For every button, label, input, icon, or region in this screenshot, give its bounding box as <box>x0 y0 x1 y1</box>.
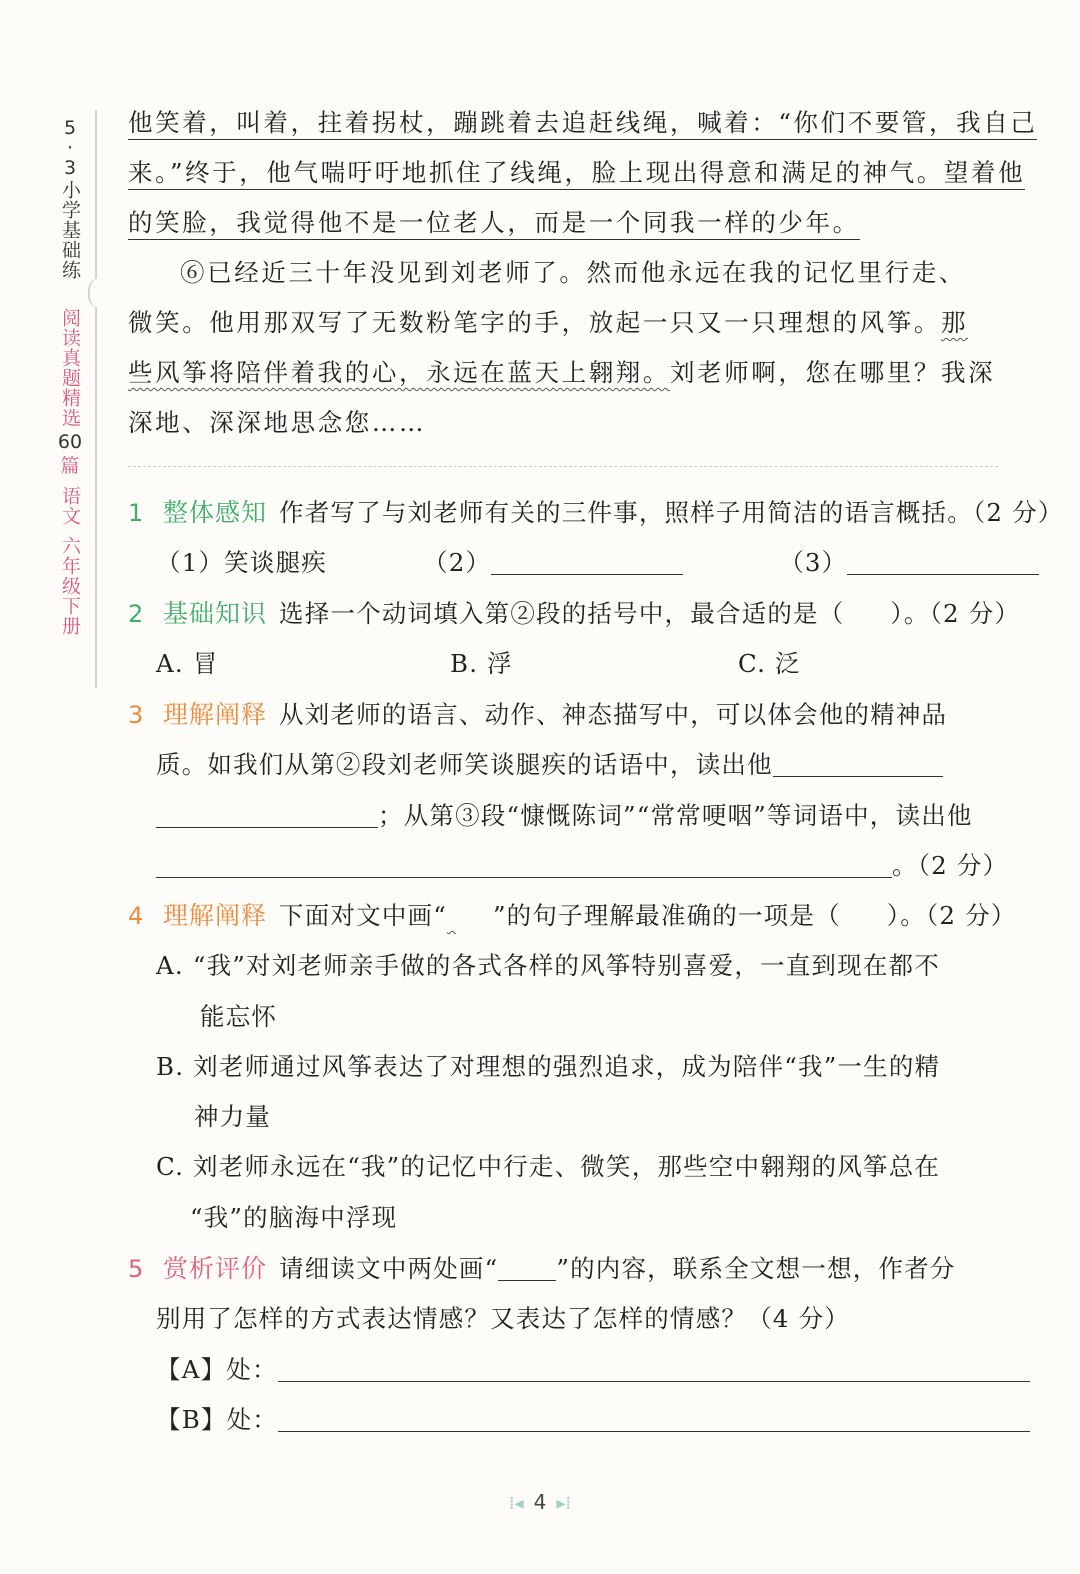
question-tag: 基础知识 <box>163 599 268 628</box>
passage-line: 的笑脸，我觉得他不是一位老人，而是一个同我一样的少年。 <box>128 198 1000 248</box>
passage-line: 来。”终于，他气喘吁吁地抓住了线绳，脸上现出得意和满足的神气。望着他 <box>128 148 1000 198</box>
question-3: 3 理解阐释 从刘老师的语言、动作、神态描写中，可以体会他的精神品 质。如我们从第②段刘老师笑谈腿疾的话语中，读出他 ；从第③段“慷慨陈词”“常常哽咽”等词语中，读出他 。（2 分） <box>128 690 1000 891</box>
question-tag: 赏析评价 <box>163 1254 268 1283</box>
book-title: 阅读真题精选 <box>59 308 81 428</box>
question-text: 作者写了与刘老师有关的三件事，照样子用简洁的语言概括。（2 分） <box>279 498 1064 527</box>
paragraph-6-line: 深地、深深地思念您…… <box>128 408 427 437</box>
series-dot: · <box>66 137 74 159</box>
page-number: 4 <box>533 1490 547 1514</box>
question-5: 5 赏析评价 请细读文中两处画“ ”的内容，联系全文想一想，作者分 别用了怎样的方式表达情感？又表达了怎样的情感？（4 分） 【A】处： 【B】处： <box>128 1244 1000 1445</box>
subject-label: 语文 <box>59 486 81 526</box>
question-number: 2 <box>128 600 145 628</box>
option-a[interactable]: A. “我”对刘老师亲手做的各式各样的风筝特别喜爱，一直到现在都不 <box>156 951 940 981</box>
grade-label: 六年级下册 <box>59 536 81 636</box>
section-separator <box>128 466 998 467</box>
paragraph-6-line: 微笑。他用那双写了无数粉笔字的手，放起一只又一只理想的风筝。那 <box>128 308 969 337</box>
question-number: 4 <box>128 902 145 930</box>
spine-divider <box>95 110 97 688</box>
answer-b-blank[interactable] <box>278 1401 1030 1432</box>
answer-blank-3[interactable] <box>847 544 1039 575</box>
question-number: 5 <box>128 1255 145 1283</box>
question-4: 4 理解阐释 下面对文中画“ ”的句子理解最准确的一项是（ ）。（2 分） A. “我”对刘老师亲手做的各式各样的风筝特别喜爱，一直到现在都不 能忘怀 B. 刘老师通过风筝表达了对理想的强烈追求，成为陪伴“我”一生的精 神力量 C. 刘老师永远在“我”的记忆中行走、微笑，那些空中翱翔的风筝总在 “我”的脑海中浮现 <box>128 891 1000 1243</box>
series-number: 5 <box>63 117 77 139</box>
question-text: 从刘老师的语言、动作、神态描写中，可以体会他的精神品 <box>279 700 948 729</box>
answer-label-3: （3） <box>779 548 848 578</box>
option-a-cont: 能忘怀 <box>200 1001 278 1031</box>
spine-notch <box>88 278 104 308</box>
straight-line-sample <box>498 1250 556 1281</box>
answer-a-label: 【A】处： <box>156 1354 278 1384</box>
answer-label-2: （2） <box>423 548 492 578</box>
series-number-2: 3 <box>63 157 77 179</box>
answer-b-label: 【B】处： <box>156 1404 279 1434</box>
right-ornament-icon: ▸⁞ <box>556 1493 572 1514</box>
spine-title <box>52 118 88 636</box>
option-b[interactable]: B. 浮 <box>450 649 513 679</box>
option-c-cont: “我”的脑海中浮现 <box>190 1202 398 1232</box>
book-unit: 篇 <box>60 455 80 477</box>
answer-blank[interactable] <box>156 797 378 828</box>
question-tag: 理解阐释 <box>163 700 268 729</box>
option-a[interactable]: A. 冒 <box>156 649 219 679</box>
option-c[interactable]: C. 泛 <box>738 649 801 679</box>
book-count: 60 <box>57 431 83 453</box>
page-footer <box>0 1490 1080 1514</box>
wavy-underlined-text: 那 <box>941 308 969 337</box>
paragraph-6-line: ⑥已经近三十年没见到刘老师了。然而他永远在我的记忆里行走、 <box>180 258 966 287</box>
answer-blank-2[interactable] <box>491 544 683 575</box>
question-text: 选择一个动词填入第②段的括号中，最合适的是（ <box>279 599 845 628</box>
wavy-underlined-text: 些风筝将陪伴着我的心，永远在蓝天上翱翔。 <box>128 358 670 387</box>
question-number: 1 <box>128 499 145 527</box>
answer-example: （1）笑谈腿疾 <box>156 548 327 578</box>
option-c[interactable]: C. 刘老师永远在“我”的记忆中行走、微笑，那些空中翱翔的风筝总在 <box>156 1152 941 1182</box>
option-b-cont: 神力量 <box>194 1102 272 1132</box>
answer-blank[interactable] <box>156 847 892 878</box>
question-1 <box>128 488 1064 589</box>
question-2: 2 基础知识 选择一个动词填入第②段的括号中，最合适的是（ ）。（2 分） A. 冒 B. 浮 C. 泛 <box>128 589 1000 690</box>
left-ornament-icon: ⁞◂ <box>508 1493 524 1514</box>
reading-passage <box>128 98 1038 448</box>
paragraph-6-line: 些风筝将陪伴着我的心，永远在蓝天上翱翔。刘老师啊，您在哪里？我深 <box>128 358 996 387</box>
question-tag: 理解阐释 <box>163 901 268 930</box>
answer-blank[interactable] <box>773 746 943 777</box>
series-title: 小学基础练 <box>59 180 81 280</box>
passage-line: 他笑着，叫着，拄着拐杖，蹦跳着去追赶线绳，喊着：“你们不要管，我自己 <box>128 98 1000 148</box>
question-tag: 整体感知 <box>163 498 268 527</box>
wavy-line-sample <box>447 891 493 941</box>
answer-a-blank[interactable] <box>278 1351 1030 1382</box>
option-b[interactable]: B. 刘老师通过风筝表达了对理想的强烈追求，成为陪伴“我”一生的精 <box>156 1051 941 1081</box>
question-number: 3 <box>128 701 145 729</box>
